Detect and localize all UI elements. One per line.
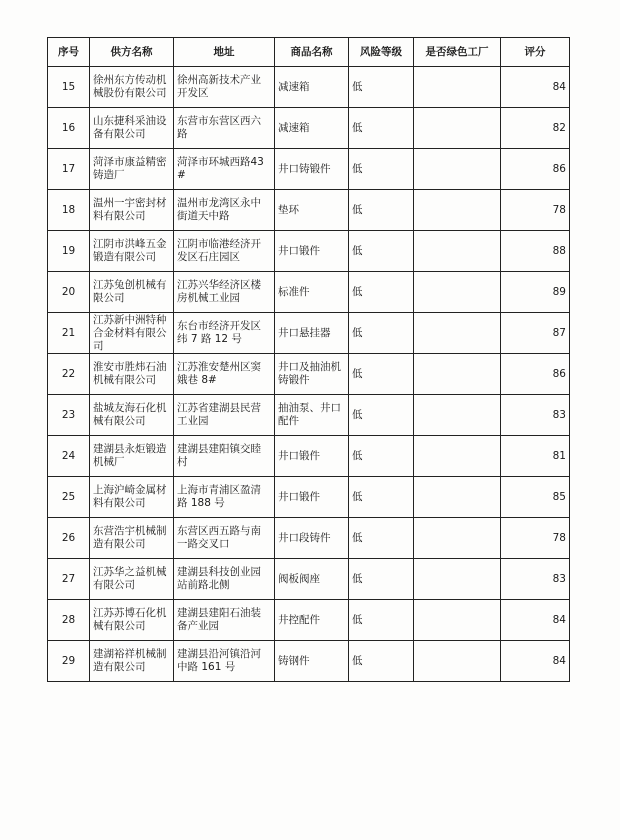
- cell-supplier-name: 温州一宇密封材料有限公司: [90, 190, 174, 231]
- cell-product-name: 井口锻件: [275, 477, 349, 518]
- cell-address: 建湖县建阳镇交睦村: [174, 436, 275, 477]
- cell-score: 89: [501, 272, 570, 313]
- cell-product-name: 井口铸锻件: [275, 149, 349, 190]
- cell-address: 上海市青浦区盈清路 188 号: [174, 477, 275, 518]
- cell-score: 82: [501, 108, 570, 149]
- cell-risk-level: 低: [349, 600, 414, 641]
- cell-address: 建湖县科技创业园站前路北侧: [174, 559, 275, 600]
- cell-product-name: 井口锻件: [275, 231, 349, 272]
- cell-score: 86: [501, 354, 570, 395]
- cell-product-name: 减速箱: [275, 67, 349, 108]
- cell-no: 26: [48, 518, 90, 559]
- cell-address: 东台市经济开发区纬 7 路 12 号: [174, 313, 275, 354]
- cell-score: 84: [501, 67, 570, 108]
- cell-address: 建湖县建阳石油装备产业园: [174, 600, 275, 641]
- cell-green-factory: [414, 436, 501, 477]
- cell-green-factory: [414, 354, 501, 395]
- cell-address: 江苏省建湖县民营工业园: [174, 395, 275, 436]
- header-score: 评分: [501, 38, 570, 67]
- cell-supplier-name: 江苏新中洲特种合金材料有限公司: [90, 313, 174, 354]
- table-row: [48, 436, 570, 477]
- table-row: [48, 641, 570, 682]
- cell-supplier-name: 菏泽市康益精密铸造厂: [90, 149, 174, 190]
- cell-score: 78: [501, 518, 570, 559]
- cell-address: 徐州高新技术产业开发区: [174, 67, 275, 108]
- cell-supplier-name: 上海沪崎金属材料有限公司: [90, 477, 174, 518]
- cell-score: 83: [501, 395, 570, 436]
- cell-supplier-name: 淮安市胜炜石油机械有限公司: [90, 354, 174, 395]
- cell-green-factory: [414, 559, 501, 600]
- cell-risk-level: 低: [349, 436, 414, 477]
- cell-product-name: 阀板阀座: [275, 559, 349, 600]
- cell-risk-level: 低: [349, 313, 414, 354]
- table-row: [48, 149, 570, 190]
- cell-score: 87: [501, 313, 570, 354]
- cell-score: 86: [501, 149, 570, 190]
- cell-score: 85: [501, 477, 570, 518]
- cell-supplier-name: 徐州东方传动机械股份有限公司: [90, 67, 174, 108]
- table-row: [48, 600, 570, 641]
- cell-green-factory: [414, 67, 501, 108]
- table-row: [48, 395, 570, 436]
- table-header: [48, 38, 570, 67]
- cell-address: 江阴市临港经济开发区石庄园区: [174, 231, 275, 272]
- header-green-factory: 是否绿色工厂: [414, 38, 501, 67]
- cell-no: 15: [48, 67, 90, 108]
- cell-risk-level: 低: [349, 67, 414, 108]
- cell-no: 16: [48, 108, 90, 149]
- cell-score: 78: [501, 190, 570, 231]
- cell-no: 25: [48, 477, 90, 518]
- cell-green-factory: [414, 108, 501, 149]
- cell-supplier-name: 江苏华之益机械有限公司: [90, 559, 174, 600]
- table-row: [48, 272, 570, 313]
- cell-product-name: 井口及抽油机铸锻件: [275, 354, 349, 395]
- cell-no: 23: [48, 395, 90, 436]
- cell-risk-level: 低: [349, 231, 414, 272]
- cell-product-name: 井口段铸件: [275, 518, 349, 559]
- cell-risk-level: 低: [349, 518, 414, 559]
- cell-address: 江苏淮安楚州区窦娥巷 8#: [174, 354, 275, 395]
- cell-product-name: 井控配件: [275, 600, 349, 641]
- cell-no: 28: [48, 600, 90, 641]
- table-row: [48, 354, 570, 395]
- cell-supplier-name: 建湖县永炬锻造机械厂: [90, 436, 174, 477]
- table-row: [48, 559, 570, 600]
- cell-risk-level: 低: [349, 395, 414, 436]
- header-product-name: 商品名称: [275, 38, 349, 67]
- cell-no: 17: [48, 149, 90, 190]
- cell-green-factory: [414, 477, 501, 518]
- cell-address: 东营市东营区西六路: [174, 108, 275, 149]
- cell-risk-level: 低: [349, 477, 414, 518]
- cell-product-name: 井口悬挂器: [275, 313, 349, 354]
- cell-supplier-name: 江苏苏博石化机械有限公司: [90, 600, 174, 641]
- cell-address: 温州市龙湾区永中街道天中路: [174, 190, 275, 231]
- cell-no: 29: [48, 641, 90, 682]
- header-risk-level: 风险等级: [349, 38, 414, 67]
- cell-green-factory: [414, 149, 501, 190]
- cell-no: 27: [48, 559, 90, 600]
- cell-product-name: 井口锻件: [275, 436, 349, 477]
- cell-score: 84: [501, 600, 570, 641]
- cell-product-name: 垫环: [275, 190, 349, 231]
- cell-risk-level: 低: [349, 354, 414, 395]
- cell-score: 83: [501, 559, 570, 600]
- table-row: [48, 190, 570, 231]
- table-row: [48, 477, 570, 518]
- cell-risk-level: 低: [349, 108, 414, 149]
- cell-green-factory: [414, 190, 501, 231]
- cell-supplier-name: 建湖裕祥机械制造有限公司: [90, 641, 174, 682]
- cell-product-name: 抽油泵、井口配件: [275, 395, 349, 436]
- cell-product-name: 标准件: [275, 272, 349, 313]
- header-supplier-name: 供方名称: [90, 38, 174, 67]
- cell-green-factory: [414, 600, 501, 641]
- cell-no: 22: [48, 354, 90, 395]
- table-row: [48, 231, 570, 272]
- cell-address: 江苏兴华经济区楼房机械工业园: [174, 272, 275, 313]
- cell-green-factory: [414, 518, 501, 559]
- cell-risk-level: 低: [349, 272, 414, 313]
- cell-supplier-name: 江苏兔创机械有限公司: [90, 272, 174, 313]
- cell-address: 菏泽市环城西路43#: [174, 149, 275, 190]
- cell-no: 21: [48, 313, 90, 354]
- cell-risk-level: 低: [349, 190, 414, 231]
- cell-score: 84: [501, 641, 570, 682]
- cell-product-name: 减速箱: [275, 108, 349, 149]
- table-row: [48, 313, 570, 354]
- cell-supplier-name: 东营浩宇机械制造有限公司: [90, 518, 174, 559]
- cell-supplier-name: 江阴市洪峰五金锻造有限公司: [90, 231, 174, 272]
- cell-green-factory: [414, 641, 501, 682]
- cell-green-factory: [414, 395, 501, 436]
- cell-supplier-name: 盐城友海石化机械有限公司: [90, 395, 174, 436]
- cell-risk-level: 低: [349, 149, 414, 190]
- header-no: 序号: [48, 38, 90, 67]
- table-row: [48, 108, 570, 149]
- cell-address: 东营区西五路与南一路交叉口: [174, 518, 275, 559]
- table-body: [48, 67, 570, 682]
- cell-product-name: 铸钢件: [275, 641, 349, 682]
- cell-no: 24: [48, 436, 90, 477]
- header-address: 地址: [174, 38, 275, 67]
- cell-green-factory: [414, 272, 501, 313]
- cell-score: 81: [501, 436, 570, 477]
- supplier-evaluation-table: [47, 37, 570, 682]
- cell-no: 18: [48, 190, 90, 231]
- cell-risk-level: 低: [349, 559, 414, 600]
- cell-address: 建湖县沿河镇沿河中路 161 号: [174, 641, 275, 682]
- table-row: [48, 518, 570, 559]
- cell-green-factory: [414, 231, 501, 272]
- cell-score: 88: [501, 231, 570, 272]
- cell-green-factory: [414, 313, 501, 354]
- cell-supplier-name: 山东捷科采油设备有限公司: [90, 108, 174, 149]
- header-row: [48, 38, 570, 67]
- cell-risk-level: 低: [349, 641, 414, 682]
- cell-no: 20: [48, 272, 90, 313]
- cell-no: 19: [48, 231, 90, 272]
- table-row: [48, 67, 570, 108]
